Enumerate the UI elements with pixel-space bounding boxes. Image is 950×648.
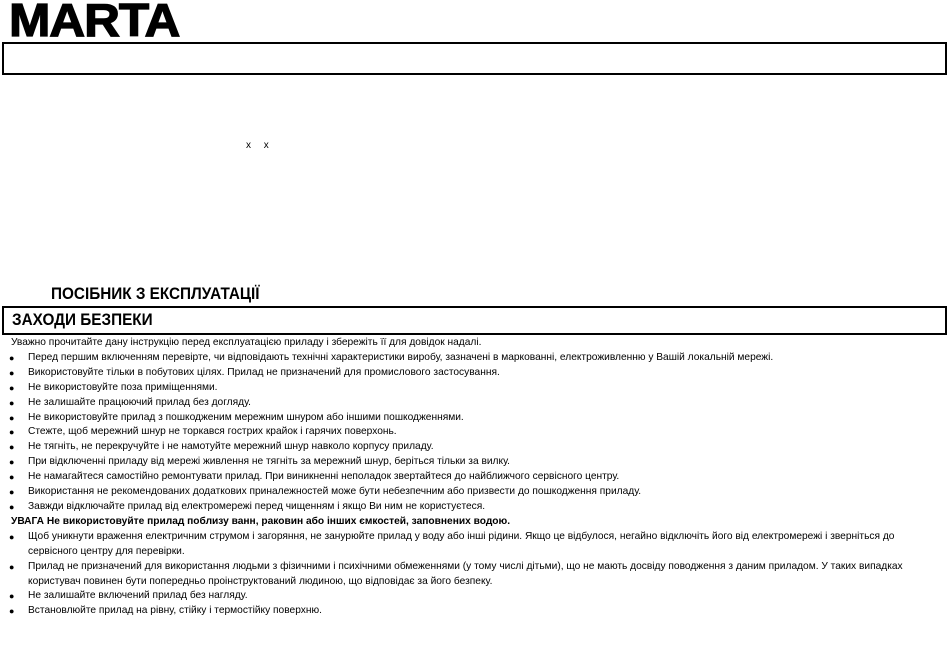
safety-rule-text: Не тягніть, не перекручуйте і не намотуйте мережний шнур навколо корпусу приладу. [28, 441, 434, 453]
safety-rule-text: Перед першим включенням перевірте, чи відповідають технічні характеристики виробу, зазначені в маркованні, електроживленню у Вашій локальній мережі. [28, 351, 774, 363]
safety-rule-text: Стежте, щоб мережний шнур не торкався гострих крайок і гарячих поверхонь. [28, 426, 397, 438]
bullet-icon: ● [9, 472, 15, 483]
safety-rule-text: При відключенні приладу від мережі живлення не тягніть за мережний шнур, беріться тільки за вилку. [28, 456, 510, 468]
safety-rule-text: Використовуйте тільки в побутових цілях. Прилад не призначений для промислового застосування. [28, 366, 500, 378]
brand-logo: MARTA [9, 0, 180, 46]
safety-rule-item [11, 351, 946, 366]
warning-text: УВАГА Не використовуйте прилад поблизу ванн, раковин або інших ємкостей, заповнених водою. [11, 515, 511, 527]
bullet-icon: ● [9, 457, 15, 468]
safety-rule-item [11, 604, 946, 619]
safety-rule-item [11, 381, 946, 396]
section-title: ЗАХОДИ БЕЗПЕКИ [12, 310, 153, 329]
safety-rule-item [11, 411, 946, 426]
safety-rule-text: Встановлюйте прилад на рівну, стійку і термостійку поверхню. [28, 605, 322, 617]
bullet-icon: ● [9, 427, 15, 438]
intro-text: Уважно прочитайте дану інструкцію перед експлуатацією приладу і збережіть її для довідок надалі. [11, 337, 482, 348]
safety-rule-text: Не використовуйте поза приміщеннями. [28, 381, 218, 393]
safety-rule-item [11, 366, 946, 381]
bullet-icon: ● [9, 531, 15, 542]
manual-title: ПОСІБНИК З ЕКСПЛУАТАЦІЇ [51, 284, 260, 303]
safety-rule-item [11, 425, 946, 440]
bullet-icon: ● [9, 606, 15, 617]
safety-rule-text: Не використовуйте прилад з пошкодженим мережним шнуром або іншими пошкодженнями. [28, 411, 464, 423]
safety-rule-item [11, 500, 946, 515]
bullet-icon: ● [9, 487, 15, 498]
safety-rule-text: Не намагайтеся самостійно ремонтувати прилад. При виникненні неполадок звертайтеся до найближчого сервісного центру. [28, 471, 620, 483]
section-header [2, 306, 947, 335]
safety-rule-item [11, 485, 946, 500]
bullet-icon: ● [9, 352, 15, 363]
bullet-icon: ● [9, 591, 15, 602]
bullet-icon: ● [9, 412, 15, 423]
safety-rules-list [11, 351, 946, 515]
bullet-icon: ● [9, 367, 15, 378]
safety-rule-item [11, 440, 946, 455]
safety-rule-text: Прилад не призначений для використання людьми з фізичними і психічними обмеженнями (у тому числі дітьми), що не мають досвіду поводження з даним приладом. У таких випадках користувач повинен бути попередньо проінструктований людиною, що відповідає за його безпеку. [28, 560, 903, 587]
safety-rule-item [11, 560, 946, 590]
bullet-icon: ● [9, 397, 15, 408]
safety-rule-item [11, 396, 946, 411]
safety-rule-text: Не залишайте включений прилад без нагляду. [28, 590, 248, 602]
safety-rule-item [11, 455, 946, 470]
bullet-icon: ● [9, 501, 15, 512]
safety-rule-item [11, 589, 946, 604]
safety-content [11, 336, 946, 619]
bullet-icon: ● [9, 561, 15, 572]
safety-rule-text: Використання не рекомендованих додаткових приналежностей може бути небезпечним або призвести до пошкодження приладу. [28, 486, 642, 498]
bullet-icon: ● [9, 382, 15, 393]
safety-rule-item [11, 470, 946, 485]
safety-rule-text: Щоб уникнути враження електричним струмом і загоряння, не занурюйте прилад у воду або інші рідини. Якщо це відбулося, негайно відключіть його від електромережі і зверніться до сервісного центру для перевірки. [28, 530, 895, 557]
safety-rule-text: Не залишайте працюючий прилад без догляду. [28, 396, 251, 408]
safety-rules-list-continued [11, 530, 946, 619]
safety-rule-text: Завжди відключайте прилад від електромережі перед чищенням і якщо Ви ним не користуєтеся. [28, 500, 486, 512]
marks-text: x x [246, 140, 269, 151]
header-banner-box [2, 42, 947, 75]
bullet-icon: ● [9, 442, 15, 453]
safety-rule-item [11, 530, 946, 560]
